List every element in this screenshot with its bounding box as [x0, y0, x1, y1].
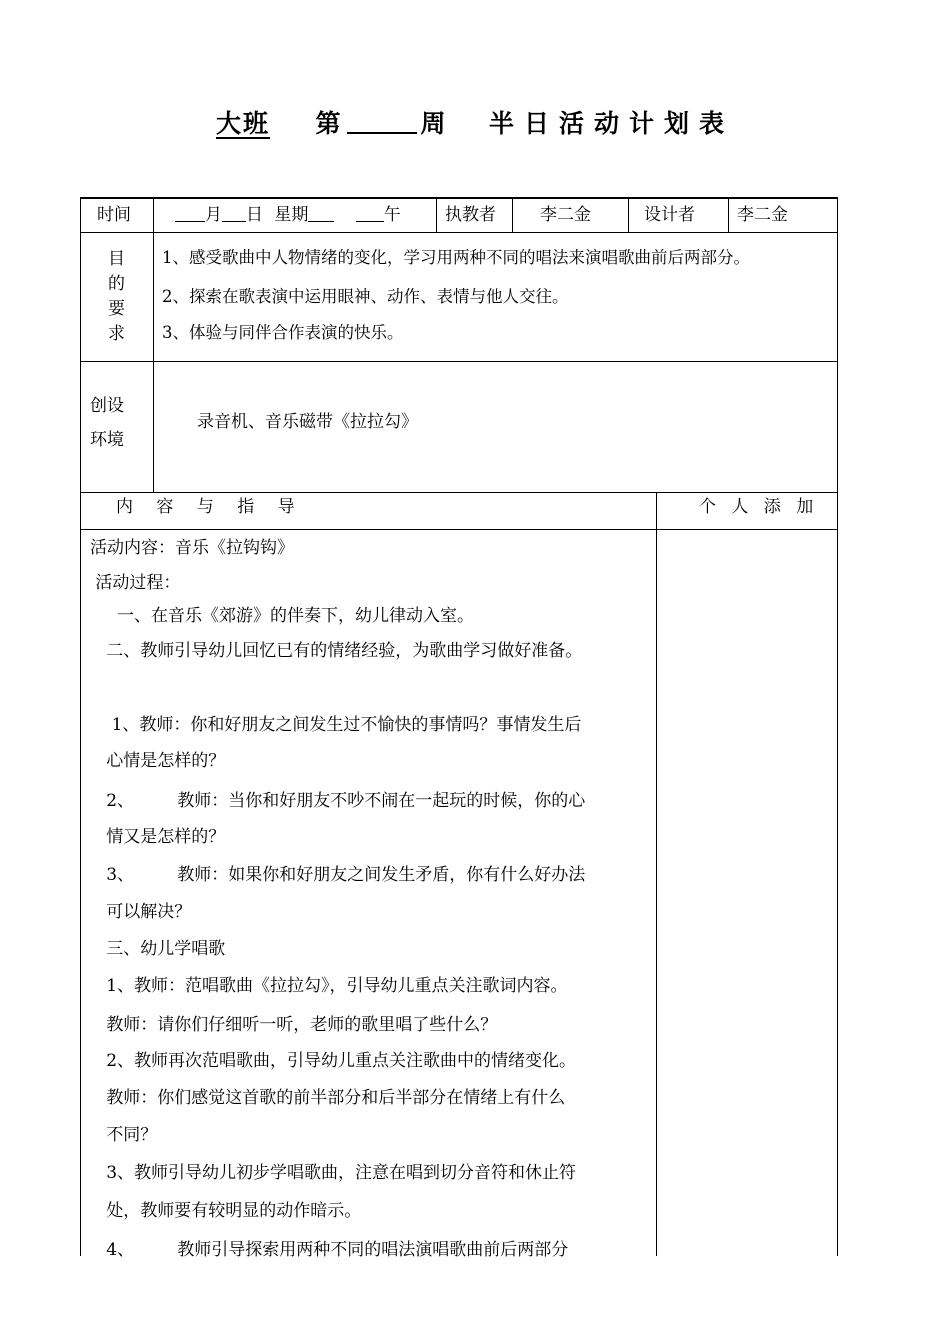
activity-line: 不同？ [90, 1125, 158, 1145]
goals-label-1: 目 [108, 249, 125, 269]
col-divider [512, 197, 513, 233]
goal-item-1: 1、感受歌曲中人物情绪的变化，学习用两种不同的唱法来演唱歌曲前后两部分。 [162, 248, 750, 267]
activity-line: 教师：你们感觉这首歌的前半部分和后半部分在情绪上有什么 [90, 1088, 566, 1108]
activity-line: 一、在音乐《郊游》的伴奏下，幼儿律动入室。 [90, 606, 475, 626]
activity-line: 二、教师引导幼儿回忆已有的情绪经验，为歌曲学习做好准备。 [90, 641, 583, 661]
activity-line: 2、教师再次范唱歌曲，引导幼儿重点关注歌曲中的情绪变化。 [90, 1051, 577, 1071]
activity-line: 活动内容：音乐《拉钩钩》 [90, 538, 294, 558]
environment-label-2: 环境 [90, 430, 124, 450]
table-left-border [80, 197, 81, 1256]
col-divider [153, 197, 154, 493]
teacher-label: 执教者 [445, 205, 496, 225]
activity-line: 活动过程： [90, 573, 181, 593]
title-grade: 大班 [216, 109, 271, 138]
table-right-border [837, 197, 838, 1256]
goal-item-2: 2、探索在歌表演中运用眼神、动作、表情与他人交往。 [162, 287, 569, 306]
personal-add-header: 个 人 添 加 [699, 497, 817, 517]
activity-line: 1、教师：你和好朋友之间发生过不愉快的事情吗？事情发生后 [90, 715, 582, 735]
activity-line: 3、教师引导幼儿初步学唱歌曲，注意在唱到切分音符和休止符 [90, 1163, 577, 1183]
row-divider [80, 361, 838, 362]
page-title [0, 104, 950, 140]
activity-line: 4、 教师引导探索用两种不同的唱法演唱歌曲前后两部分 [90, 1240, 569, 1260]
row-divider [80, 492, 838, 493]
title-rest: 半日活动计划表 [488, 109, 734, 138]
designer-label: 设计者 [644, 205, 695, 225]
activity-line: 1、教师：范唱歌曲《拉拉勾》，引导幼儿重点关注歌词内容。 [90, 976, 568, 996]
col-divider [656, 492, 657, 1256]
activity-line: 3、 教师：如果你和好朋友之间发生矛盾，你有什么好办法 [90, 865, 586, 885]
activity-line: 处，教师要有较明显的动作暗示。 [90, 1201, 362, 1221]
time-label: 时间 [97, 205, 131, 225]
activity-line: 2、 教师：当你和好朋友不吵不闹在一起玩的时候，你的心 [90, 791, 586, 811]
environment-content: 录音机、音乐磁带《拉拉勾》 [197, 412, 418, 432]
col-divider [628, 197, 629, 233]
table-top-border [80, 197, 838, 199]
designer-name: 李二金 [737, 205, 788, 225]
row-divider [80, 529, 838, 530]
week-blank [347, 108, 417, 134]
activity-line: 心情是怎样的？ [90, 751, 226, 771]
title-week-suffix: 周 [420, 109, 448, 138]
activity-line: 可以解决？ [90, 902, 192, 922]
goals-label-4: 求 [108, 324, 125, 344]
col-divider [436, 197, 437, 233]
activity-line: 三、幼儿学唱歌 [90, 939, 226, 959]
title-week-prefix: 第 [315, 109, 343, 138]
teacher-name: 李二金 [540, 205, 591, 225]
row-divider [80, 232, 838, 233]
environment-label-1: 创设 [90, 396, 124, 416]
goals-label-2: 的 [108, 274, 125, 294]
date-fields: 月 日 星期 午 [175, 205, 401, 225]
col-divider [728, 197, 729, 233]
activity-line: 教师：请你们仔细听一听，老师的歌里唱了些什么？ [90, 1015, 498, 1035]
activity-line: 情又是怎样的？ [90, 827, 226, 847]
content-guide-header: 内 容 与 指 导 [116, 497, 298, 517]
goals-label-3: 要 [108, 299, 125, 319]
goal-item-3: 3、体验与同伴合作表演的快乐。 [162, 323, 404, 342]
